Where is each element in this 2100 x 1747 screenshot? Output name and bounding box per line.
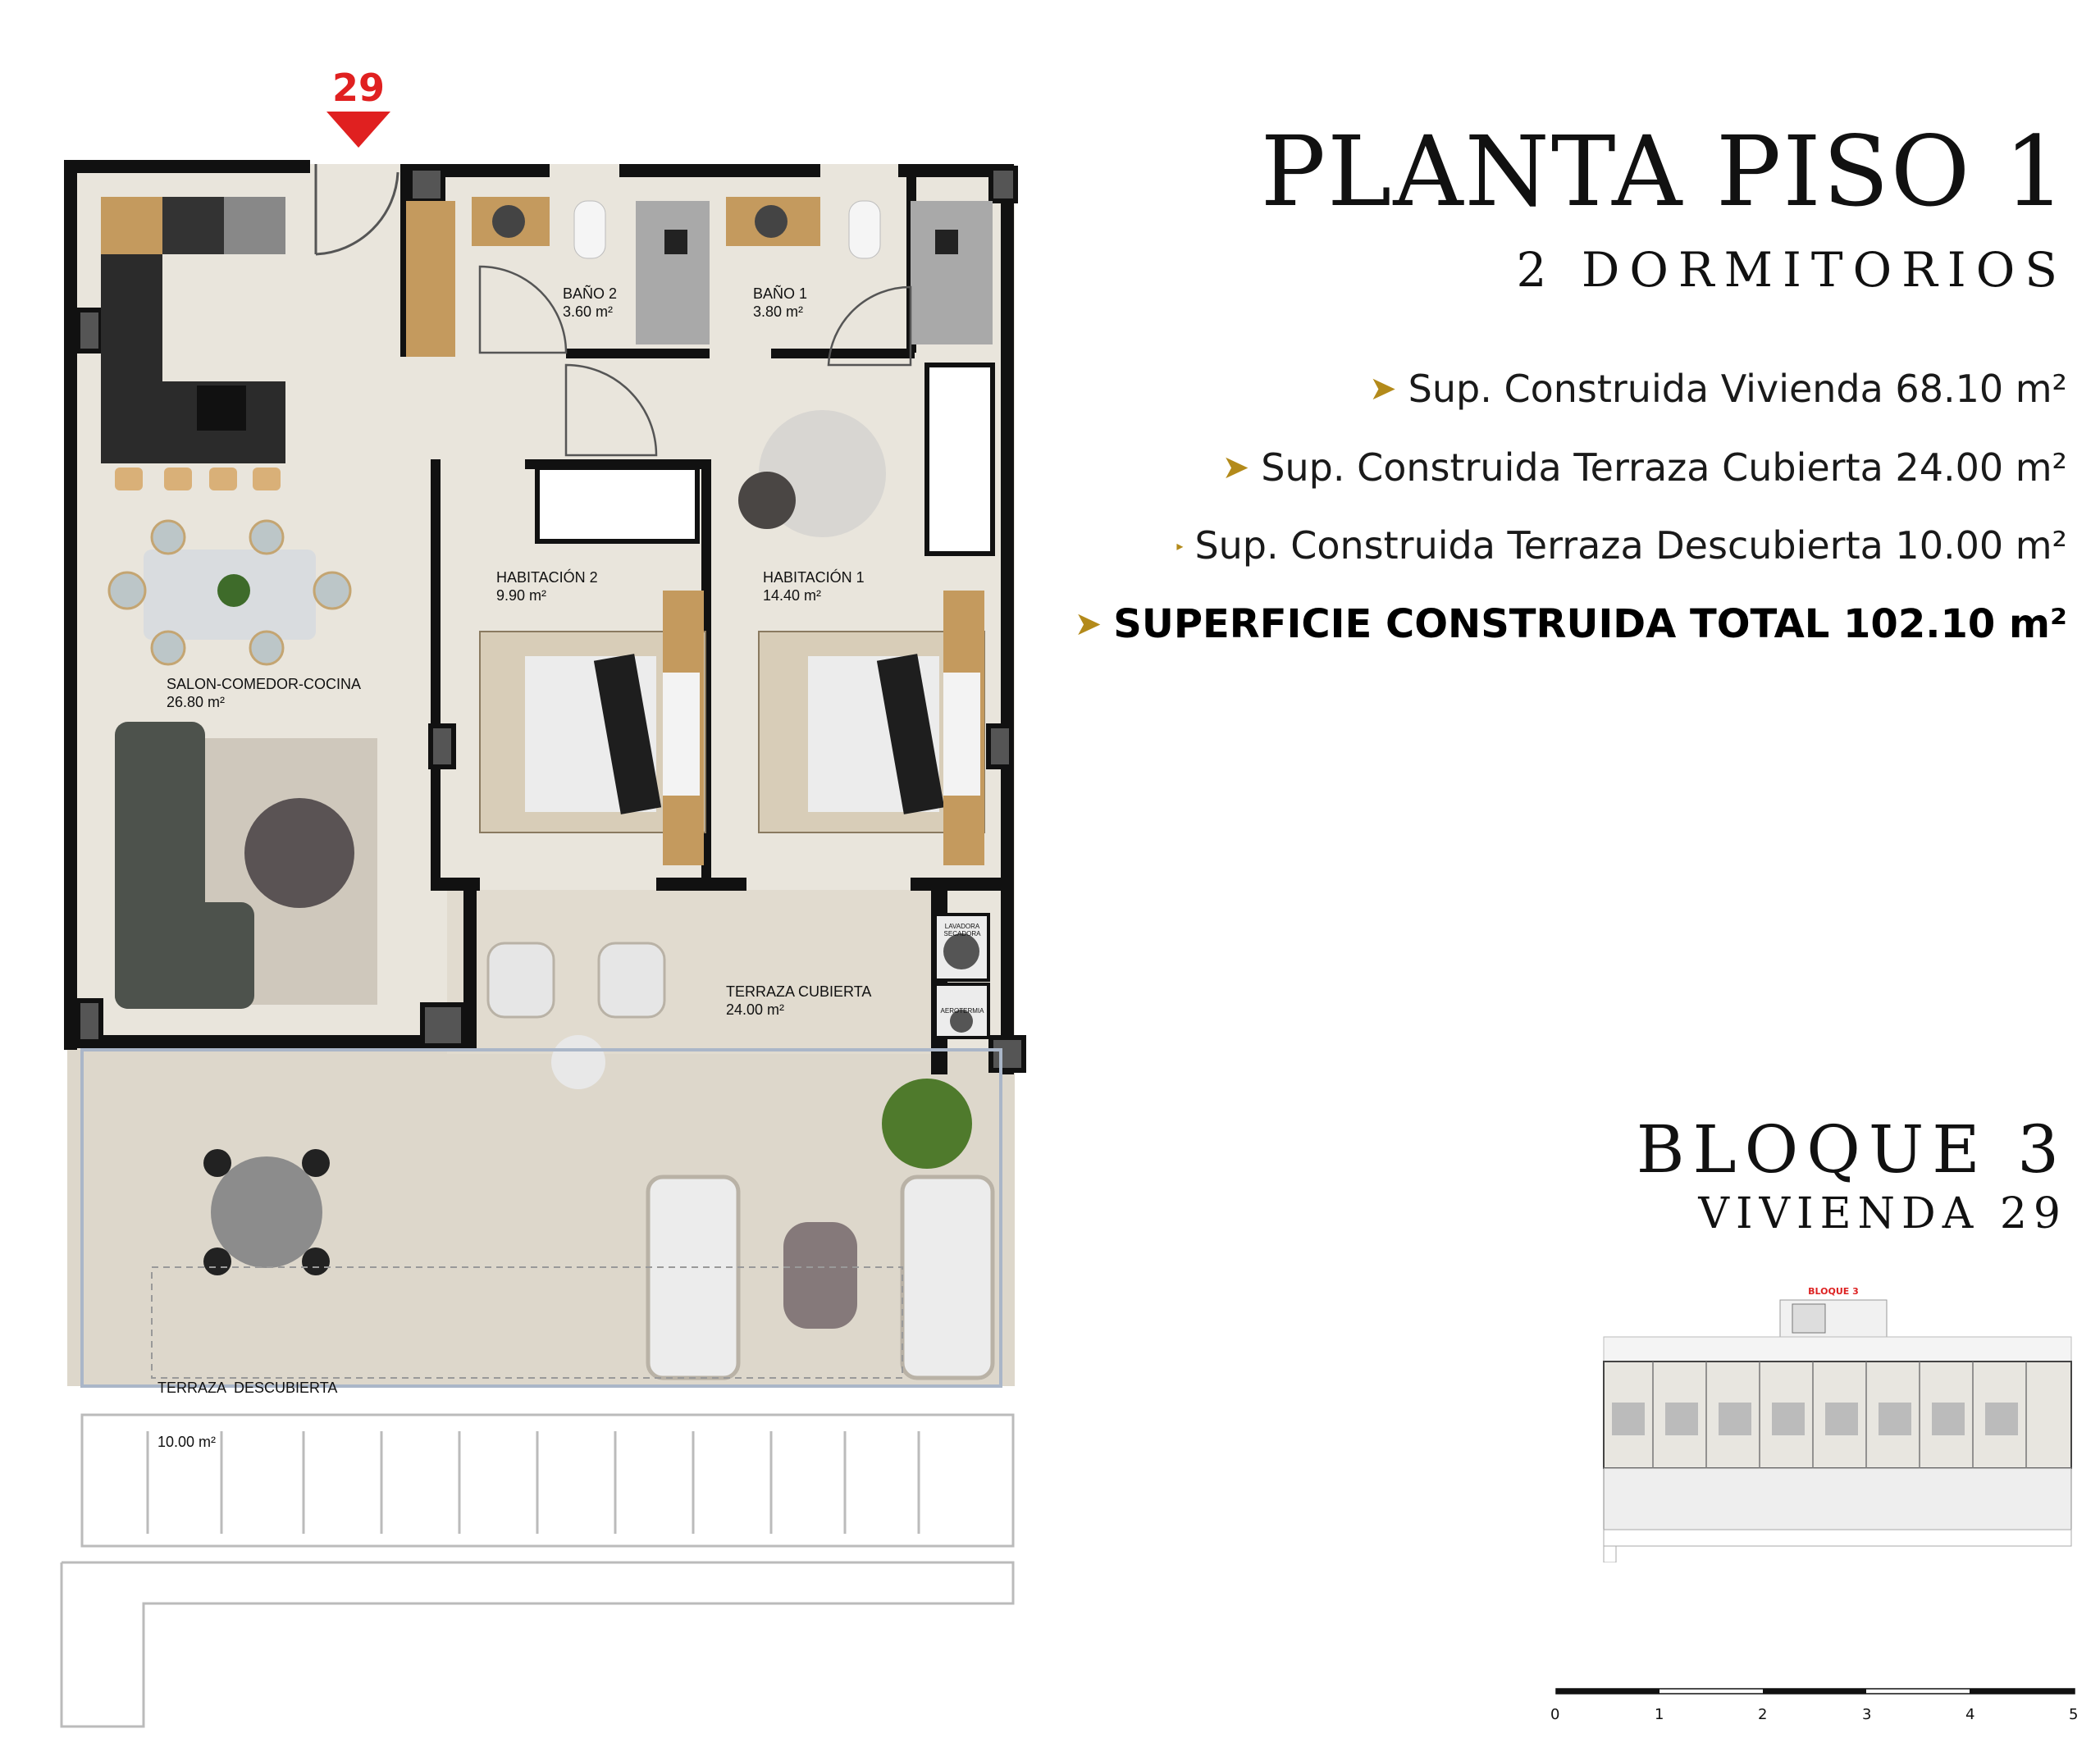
scale-tick-label: 0 bbox=[1550, 1706, 1560, 1723]
appliance-label-aerothermal: AEROTERMIA bbox=[940, 1007, 984, 1015]
room-label-hab2 bbox=[496, 568, 598, 604]
terrace-floor bbox=[67, 1050, 1015, 1386]
room-name: TERRAZA DESCUBIERTA bbox=[158, 1380, 338, 1396]
spec-text: Sup. Construida Vivienda 68.10 m² bbox=[1408, 367, 2067, 411]
room-label-hab1 bbox=[763, 568, 865, 604]
room-name: HABITACIÓN 2 bbox=[496, 569, 598, 586]
lower-outline bbox=[62, 1562, 1013, 1726]
appliance-label-washer: LAVADORA SECADORA bbox=[943, 923, 981, 937]
scale-tick-label: 3 bbox=[1862, 1706, 1872, 1723]
arrow-right-icon: ➤ bbox=[1369, 370, 1397, 408]
block-subtitle: VIVIENDA 29 bbox=[1698, 1189, 2067, 1238]
bedroom-2-furniture bbox=[480, 591, 705, 865]
unit-number: 29 bbox=[331, 66, 386, 110]
room-label-terraza-descubierta bbox=[158, 1343, 337, 1487]
living-area bbox=[115, 722, 377, 1009]
arrow-right-icon: ➤ bbox=[1074, 605, 1102, 643]
scale-tick-label: 5 bbox=[2069, 1706, 2079, 1723]
spec-line-3 bbox=[1176, 523, 2067, 568]
scale-bar bbox=[1554, 1685, 2079, 1702]
scale-tick-label: 4 bbox=[1965, 1706, 1975, 1723]
spec-line-1 bbox=[1369, 367, 2067, 411]
room-label-bano1 bbox=[753, 285, 807, 321]
room-area: 9.90 m² bbox=[496, 587, 547, 604]
room-area: 24.00 m² bbox=[726, 1001, 785, 1018]
room-name: TERRAZA CUBIERTA bbox=[726, 983, 872, 1000]
spec-line-total bbox=[1075, 601, 2067, 647]
page-subtitle: 2 DORMITORIOS bbox=[1516, 242, 2067, 298]
room-name: SALON-COMEDOR-COCINA bbox=[167, 676, 362, 692]
page-title: PLANTA PISO 1 bbox=[1260, 115, 2067, 228]
room-label-bano2 bbox=[563, 285, 617, 321]
block-title: BLOQUE 3 bbox=[1636, 1111, 2067, 1188]
room-area: 10.00 m² bbox=[158, 1434, 217, 1450]
room-area: 3.60 m² bbox=[563, 303, 614, 320]
key-plan-label: BLOQUE 3 bbox=[1808, 1286, 1859, 1297]
room-name: HABITACIÓN 1 bbox=[763, 569, 865, 586]
room-area: 14.40 m² bbox=[763, 587, 822, 604]
spec-text: Sup. Construida Terraza Descubierta 10.00 m² bbox=[1194, 523, 2067, 568]
key-plan bbox=[1591, 1279, 2084, 1562]
scale-tick-label: 1 bbox=[1655, 1706, 1664, 1723]
arrow-right-icon: ➤ bbox=[1221, 449, 1250, 486]
spec-text: SUPERFICIE CONSTRUIDA TOTAL 102.10 m² bbox=[1113, 601, 2067, 647]
spec-text: Sup. Construida Terraza Cubierta 24.00 m² bbox=[1261, 445, 2067, 490]
room-area: 26.80 m² bbox=[167, 694, 226, 710]
room-label-terraza-cubierta bbox=[726, 983, 871, 1019]
small-arrow-icon: ▸ bbox=[1176, 537, 1184, 554]
entrance-marker-icon bbox=[326, 112, 390, 148]
room-label-salon bbox=[167, 675, 361, 711]
room-name: BAÑO 2 bbox=[563, 285, 618, 302]
room-name: BAÑO 1 bbox=[753, 285, 808, 302]
spec-line-2 bbox=[1222, 445, 2067, 490]
room-area: 3.80 m² bbox=[753, 303, 804, 320]
scale-tick-label: 2 bbox=[1758, 1706, 1768, 1723]
